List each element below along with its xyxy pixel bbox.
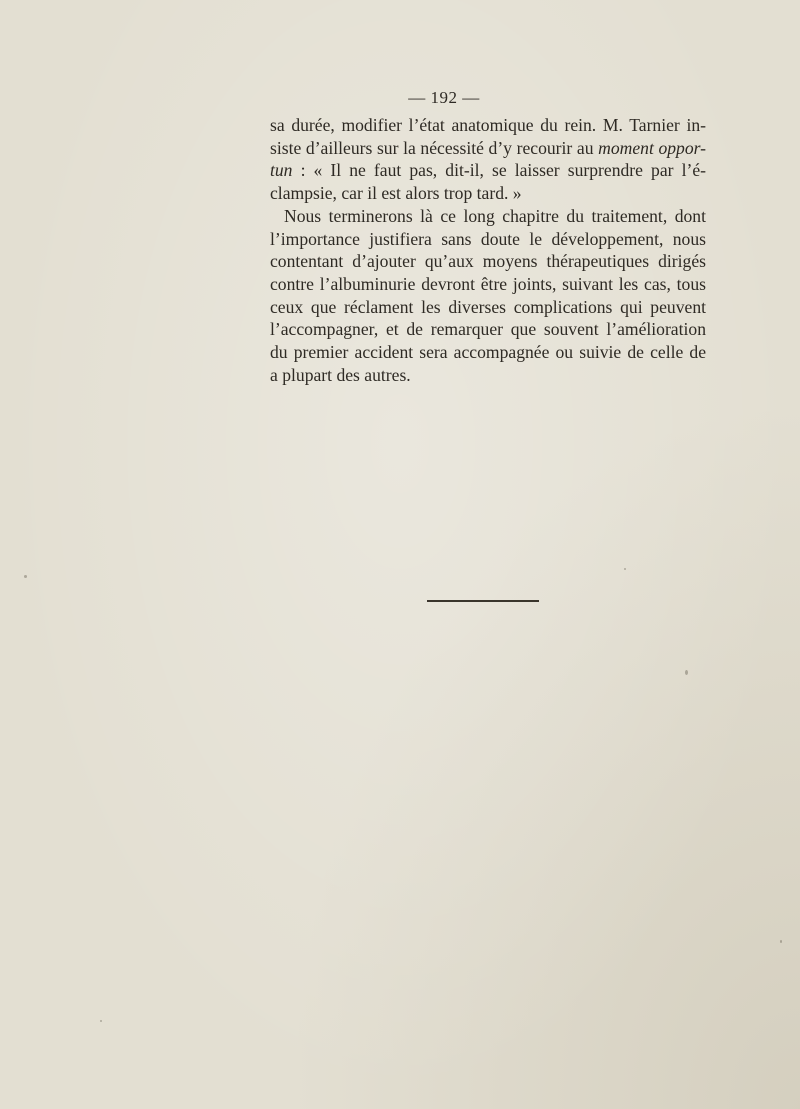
text-run: Nous terminerons là ce long chapitre du traitement, dont [284, 205, 706, 226]
text-line [270, 296, 706, 319]
reverse-side-bleed-through [265, 368, 715, 818]
end-of-chapter-rule [427, 600, 539, 602]
text-line [270, 159, 706, 182]
paper-speck [624, 568, 626, 570]
paper-speck [100, 1020, 102, 1022]
text-run: contentant d’ajouter qu’aux moyens thérapeutiques dirigés [270, 251, 706, 272]
text-line [270, 318, 706, 341]
text-line [270, 182, 706, 205]
text-run: siste d’ailleurs sur la nécessité d’y recourir au [270, 137, 599, 158]
page-number-text: — 192 — [408, 88, 480, 107]
page-number [0, 88, 800, 108]
text-run: du premier accident sera accompagnée ou suivie de celle de [270, 342, 706, 363]
text-line [270, 364, 706, 387]
text-run: sa durée, modifier l’état anatomique du rein. M. Tarnier in- [270, 115, 706, 135]
text-line [270, 341, 706, 364]
text-line [270, 137, 706, 160]
text-line [270, 250, 706, 273]
text-run: : « Il ne faut pas, dit-il, se laisser surprendre par l’é- [292, 160, 706, 181]
text-run: clampsie, car il est alors trop tard. » [270, 183, 522, 204]
italic-text: tun [270, 160, 293, 181]
text-line [270, 205, 706, 228]
text-run: contre l’albuminurie devront être joints, suivant les cas, tous [270, 273, 706, 294]
text-line [270, 114, 706, 137]
paper-speck [24, 575, 27, 578]
text-line [270, 273, 706, 296]
text-run: l’accompagner, et de remarquer que souvent l’amélioration [270, 319, 706, 340]
italic-text: moment oppor- [598, 137, 706, 158]
text-run: l’importance justifiera sans doute le développement, nous [270, 228, 706, 249]
paper-speck [780, 940, 782, 943]
text-run: ceux que réclament les diverses complications qui peuvent [270, 296, 706, 317]
body-text [270, 114, 706, 386]
text-run: a plupart des autres. [270, 364, 411, 385]
paper-speck [685, 670, 688, 675]
text-line [270, 228, 706, 251]
